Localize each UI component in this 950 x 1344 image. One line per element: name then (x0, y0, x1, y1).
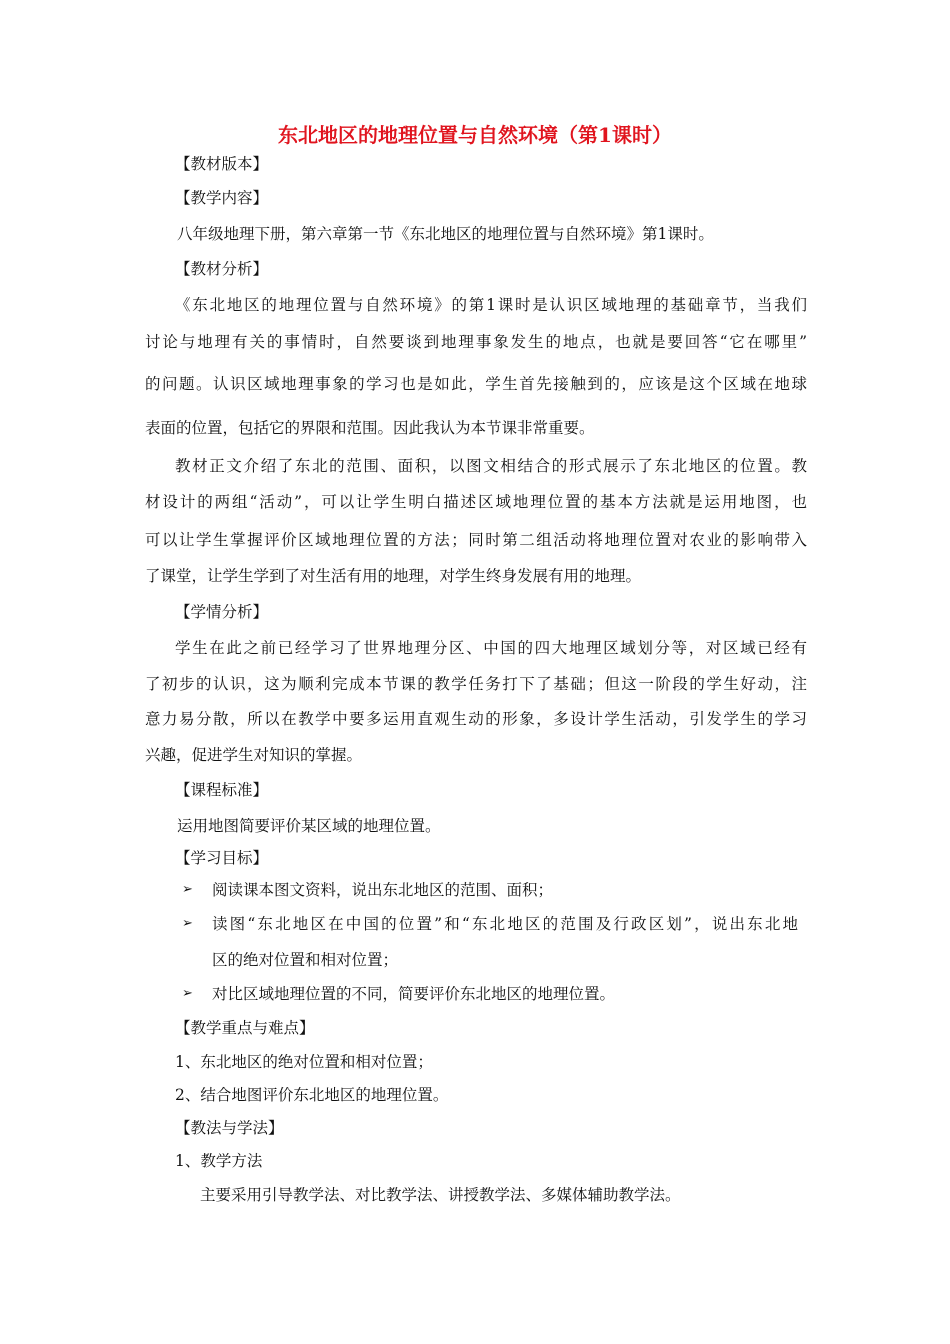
course-standard-text: 运用地图简要评价某区域的地理位置。 (177, 817, 441, 835)
analysis-line: 了课堂，让学生学到了对生活有用的地理，对学生终身发展有用的地理。 (145, 567, 642, 585)
key-point-item: 1、东北地区的绝对位置和相对位置； (175, 1053, 433, 1071)
heading-teaching-content: 【教学内容】 (175, 189, 269, 207)
heading-course-standard: 【课程标准】 (175, 781, 269, 799)
goal-item-continued: 区的绝对位置和相对位置； (212, 951, 399, 969)
analysis-line: 教材正文介绍了东北的范围、面积，以图文相结合的形式展示了东北地区的位置。教 (175, 457, 807, 475)
teaching-content-text: 八年级地理下册，第六章第一节《东北地区的地理位置与自然环境》第1课时。 (177, 225, 714, 243)
arrow-bullet-icon: ➢ (182, 986, 193, 1001)
goal-item: 读图“东北地区在中国的位置”和“东北地区的范围及行政区划”，说出东北地 (212, 915, 798, 933)
analysis-line: 讨论与地理有关的事情时，自然要谈到地理事象发生的地点，也就是要回答“它在哪里” (145, 333, 807, 351)
analysis-line: 《东北地区的地理位置与自然环境》的第1课时是认识区域地理的基础章节，当我们 (175, 296, 807, 314)
analysis-line: 的问题。认识区域地理事象的学习也是如此，学生首先接触到的，应该是这个区域在地球 (145, 375, 807, 393)
arrow-bullet-icon: ➢ (182, 916, 193, 931)
methods-text: 主要采用引导教学法、对比教学法、讲授教学法、多媒体辅助教学法。 (200, 1186, 681, 1204)
heading-student-analysis: 【学情分析】 (175, 603, 269, 621)
students-line: 意力易分散，所以在教学中要多运用直观生动的形象，多设计学生活动，引发学生的学习 (145, 710, 807, 728)
heading-key-points: 【教学重点与难点】 (175, 1019, 315, 1037)
methods-subheading: 1、教学方法 (175, 1152, 263, 1170)
students-line: 学生在此之前已经学习了世界地理分区、中国的四大地理区域划分等，对区域已经有 (175, 639, 807, 657)
students-line: 兴趣，促进学生对知识的掌握。 (145, 746, 363, 764)
goal-item: 对比区域地理位置的不同，简要评价东北地区的地理位置。 (212, 985, 616, 1003)
students-line: 了初步的认识，这为顺利完成本节课的教学任务打下了基础；但这一阶段的学生好动，注 (145, 675, 807, 693)
goal-item: 阅读课本图文资料，说出东北地区的范围、面积； (212, 881, 554, 899)
heading-textbook-version: 【教材版本】 (175, 155, 269, 173)
heading-methods: 【教法与学法】 (175, 1119, 284, 1137)
heading-learning-goals: 【学习目标】 (175, 849, 269, 867)
analysis-line: 可以让学生掌握评价区域地理位置的方法；同时第二组活动将地理位置对农业的影响带入 (145, 531, 807, 549)
analysis-line: 表面的位置，包括它的界限和范围。因此我认为本节课非常重要。 (145, 419, 595, 437)
arrow-bullet-icon: ➢ (182, 882, 193, 897)
document-title: 东北地区的地理位置与自然环境（第1课时） (278, 123, 672, 147)
analysis-line: 材设计的两组“活动”，可以让学生明白描述区域地理位置的基本方法就是运用地图，也 (145, 493, 807, 511)
key-point-item: 2、结合地图评价东北地区的地理位置。 (175, 1086, 449, 1104)
heading-textbook-analysis: 【教材分析】 (175, 260, 269, 278)
